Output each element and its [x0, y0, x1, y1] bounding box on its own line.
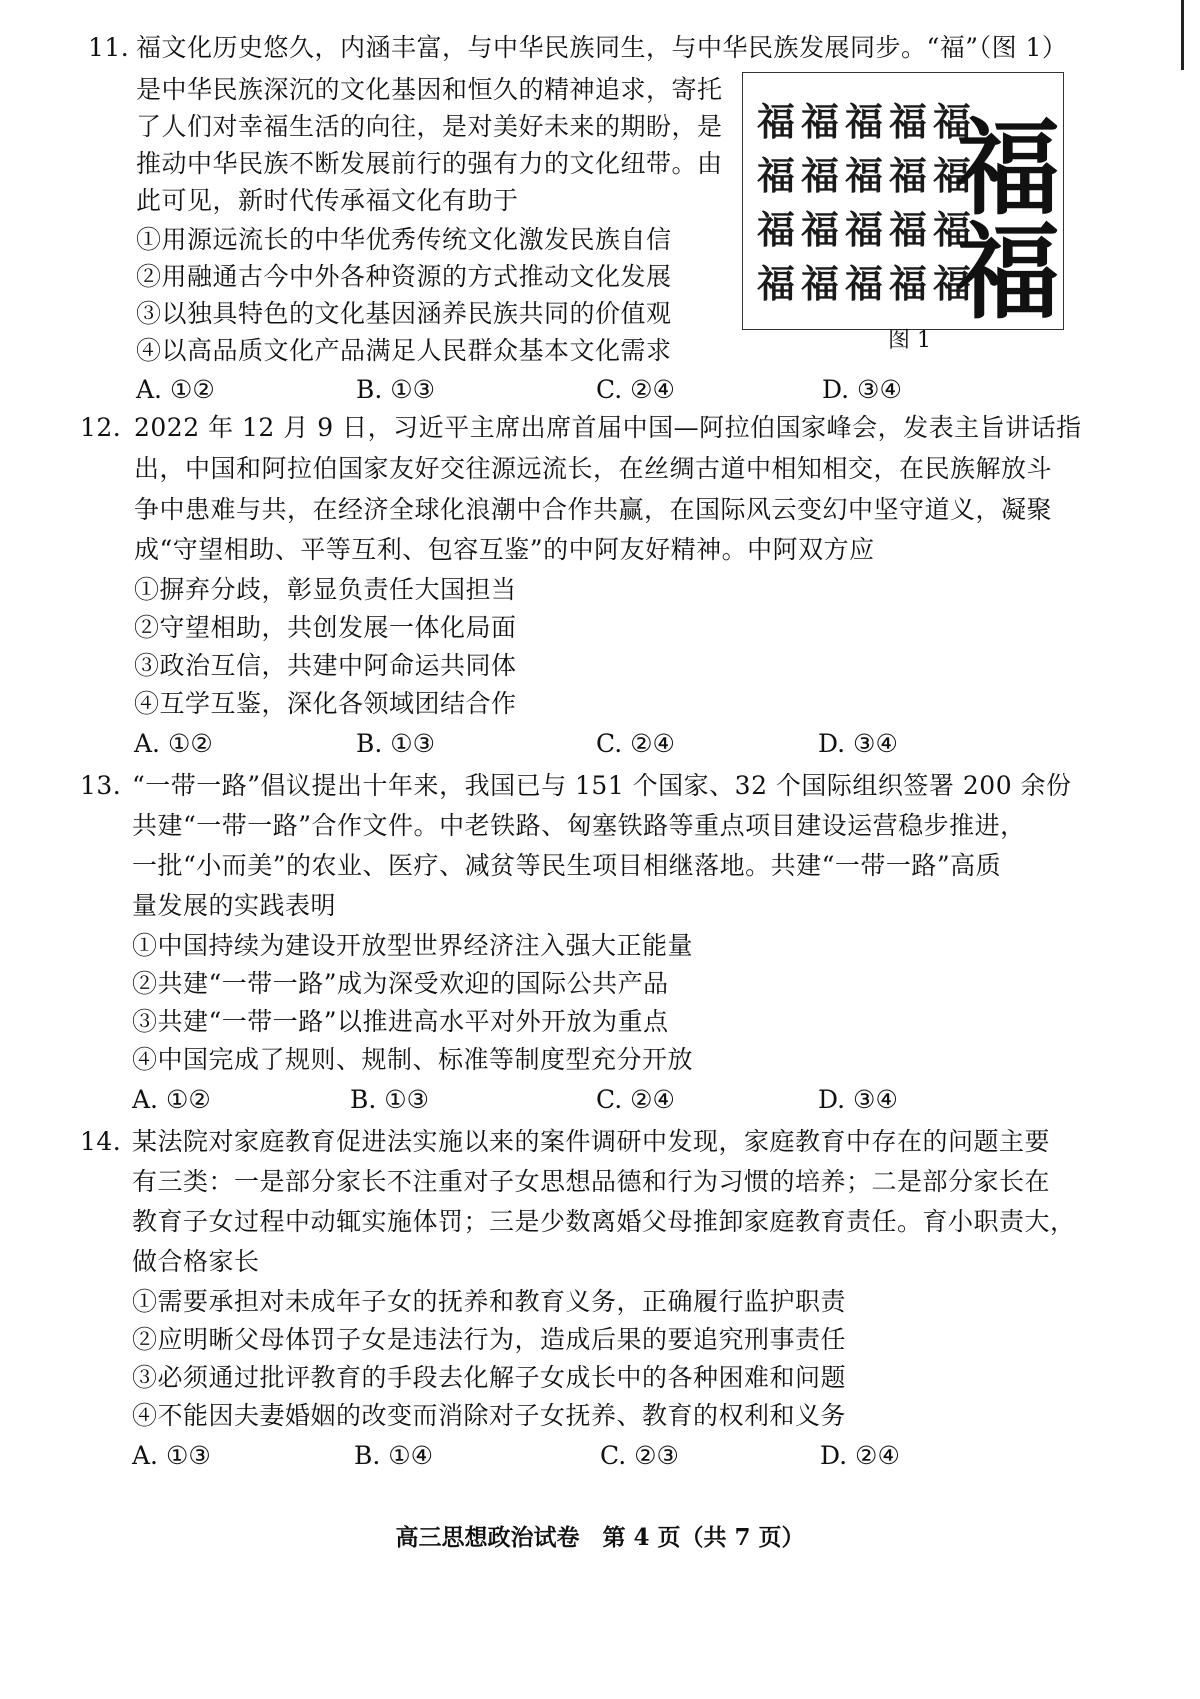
question-number: 12. — [80, 413, 122, 442]
answer-option-a: A. ①② — [134, 729, 213, 758]
question-number: 14. — [80, 1127, 122, 1156]
fu-row: 福福福福福 — [757, 207, 978, 252]
statement-item: ①需要承担对未成年子女的抚养和教育义务，正确履行监护职责 — [132, 1287, 847, 1316]
fu-calligraphy-figure — [742, 72, 1064, 330]
question-stem-line: 有三类：一是部分家长不注重对子女思想品德和行为习惯的培养；二是部分家长在 — [132, 1167, 1051, 1196]
answer-option-d: D. ③④ — [822, 375, 902, 404]
page-edge-rule — [1181, 0, 1184, 70]
figure-caption: 图 1 — [888, 328, 931, 353]
question-stem-line: 共建“一带一路”合作文件。中老铁路、匈塞铁路等重点项目建设运营稳步推进， — [132, 811, 1026, 840]
answer-option-a: A. ①② — [132, 1085, 211, 1114]
question-stem-line: 量发展的实践表明 — [132, 891, 337, 920]
question-stem-line: 某法院对家庭教育促进法实施以来的案件调研中发现，家庭教育中存在的问题主要 — [132, 1127, 1051, 1156]
statement-item: ④中国完成了规则、规制、标准等制度型充分开放 — [132, 1045, 694, 1074]
question-stem-line: 教育子女过程中动辄实施体罚；三是少数离婚父母推卸家庭教育责任。育小职责大， — [132, 1207, 1076, 1236]
statement-item: ①摒弃分歧，彰显负责任大国担当 — [134, 575, 517, 604]
question-stem-line: 出，中国和阿拉伯国家友好交往源远流长，在丝绸古道中相知相交，在民族解放斗 — [134, 454, 1053, 483]
statement-item: ④互学互鉴，深化各领域团结合作 — [134, 689, 517, 718]
statement-item: ③政治互信，共建中阿命运共同体 — [134, 651, 517, 680]
fu-row: 福福福福福 — [757, 153, 978, 198]
question-stem-line: 福文化历史悠久，内涵丰富，与中华民族同生，与中华民族发展同步。“福”（图 1） — [136, 33, 1068, 62]
answer-option-a: A. ①③ — [132, 1441, 211, 1470]
question-stem-line: 一批“小而美”的农业、医疗、减贫等民生项目相继落地。共建“一带一路”高质 — [132, 851, 1002, 880]
statement-item: ③必须通过批评教育的手段去化解子女成长中的各种困难和问题 — [132, 1363, 847, 1392]
statement-item: ③以独具特色的文化基因涵养民族共同的价值观 — [136, 299, 672, 328]
answer-option-b: B. ①③ — [356, 729, 436, 758]
statement-item: ②共建“一带一路”成为深受欢迎的国际公共产品 — [132, 969, 669, 998]
answer-option-c: C. ②③ — [600, 1441, 679, 1470]
fu-row: 福福福福福 — [757, 261, 978, 306]
statement-item: ①中国持续为建设开放型世界经济注入强大正能量 — [132, 931, 694, 960]
page-footer: 高三思想政治试卷 第 4 页（共 7 页） — [395, 1524, 805, 1551]
question-stem-line: 2022 年 12 月 9 日，习近平主席出席首届中国—阿拉伯国家峰会，发表主旨讲话指 — [134, 413, 1082, 442]
fu-row: 福福福福福 — [757, 99, 978, 144]
statement-item: ④以高品质文化产品满足人民群众基本文化需求 — [136, 336, 672, 365]
question-stem-line: 此可见，新时代传承福文化有助于 — [136, 186, 519, 215]
question-stem-line: 做合格家长 — [132, 1247, 260, 1276]
statement-item: ③共建“一带一路”以推进高水平对外开放为重点 — [132, 1007, 669, 1036]
answer-option-d: D. ③④ — [818, 1085, 898, 1114]
question-stem-line: 了人们对幸福生活的向往，是对美好未来的期盼，是 — [136, 112, 723, 141]
question-stem-line: 推动中华民族不断发展前行的强有力的文化纽带。由 — [136, 149, 723, 178]
answer-option-b: B. ①③ — [356, 375, 436, 404]
statement-item: ②守望相助，共创发展一体化局面 — [134, 613, 517, 642]
question-number: 11. — [88, 33, 130, 62]
question-stem-line: 是中华民族深沉的文化基因和恒久的精神追求，寄托 — [136, 75, 723, 104]
answer-option-c: C. ②④ — [596, 1085, 675, 1114]
fu-large-calligraphy: 福福 — [938, 113, 1061, 321]
statement-item: ②应明晰父母体罚子女是违法行为，造成后果的要追究刑事责任 — [132, 1325, 847, 1354]
statement-item: ④不能因夫妻婚姻的改变而消除对子女抚养、教育的权利和义务 — [132, 1401, 847, 1430]
answer-option-c: C. ②④ — [596, 729, 675, 758]
answer-option-d: D. ②④ — [820, 1441, 900, 1470]
answer-option-b: B. ①③ — [350, 1085, 430, 1114]
question-stem-line: 成“守望相助、平等互利、包容互鉴”的中阿友好精神。中阿双方应 — [134, 535, 875, 564]
answer-option-a: A. ①② — [136, 375, 215, 404]
statement-item: ①用源远流长的中华优秀传统文化激发民族自信 — [136, 225, 672, 254]
question-stem-line: 争中患难与共，在经济全球化浪潮中合作共赢，在国际风云变幻中坚守道义，凝聚 — [134, 495, 1053, 524]
question-stem-line: “一带一路”倡议提出十年来，我国已与 151 个国家、32 个国际组织签署 200 余份 — [132, 771, 1072, 800]
statement-item: ②用融通古今中外各种资源的方式推动文化发展 — [136, 262, 672, 291]
answer-option-d: D. ③④ — [818, 729, 898, 758]
answer-option-b: B. ①④ — [354, 1441, 434, 1470]
question-number: 13. — [80, 771, 122, 800]
answer-option-c: C. ②④ — [596, 375, 675, 404]
